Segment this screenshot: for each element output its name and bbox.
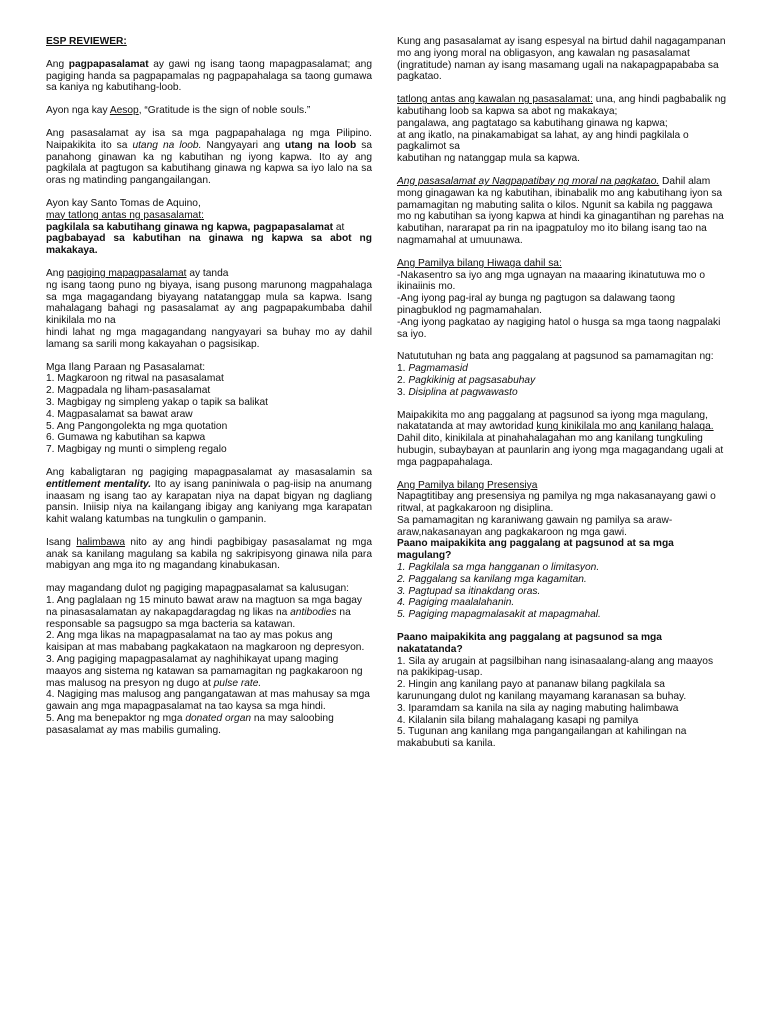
- health-benefits-list: [46, 583, 372, 736]
- text: Maipakikita mo ang paggalang at pagsunod sa iyong mga magulang, nakatatanda at may awtoridad: [397, 409, 708, 433]
- text: Isang: [46, 536, 77, 548]
- text: Dahil alam mong ginagawan ka ng kabutihan, ibinabalik mo ang kabutihang iyon sa pamamagitan ng mabuting salita o kilos. Ngunit sa kabila ng paggawa mo ng kabutihan sa iyong kapwa at hindi ka ginagantihan ng parehas na kabutihan, nararapat pa rin na ipagpatuloy mo ito bilang isang tao na nagmamahal at umuunawa.: [397, 175, 724, 246]
- text: at: [333, 221, 345, 233]
- text: pangalawa, ang pagtatago sa kabutihang ginawa ng kapwa;: [397, 117, 668, 129]
- term-utang-na-loob-bold: utang na loob: [285, 139, 357, 151]
- text: ng isang taong puno ng biyaya, isang pusong marunong magpahalaga sa mga magagandang biyayang natatanggap mula sa kapwa. Isang mahalagang bahagi ng pasasalamat ay ang pagpapakumbaba dahil kinikilala mo na: [46, 279, 372, 327]
- text: ay gawi ng isang taong mapagpasalamat; ang pagiging handa sa pagpapamalas ng pagpapahalaga sa taong gumawa sa kaniya ng kabutihang-loob.: [46, 58, 372, 94]
- awtoridad-paragraph: [397, 410, 727, 469]
- term-halimbawa: halimbawa: [76, 536, 126, 548]
- list-item: 3. Iparamdam sa kanila na sila ay naging mabuting halimbawa: [397, 702, 679, 714]
- text: Pagmamasid: [408, 363, 468, 375]
- text: Ang kabaligtaran ng pagiging mapagpasalamat ay masasalamin sa: [46, 466, 372, 478]
- list-item: 2. Pagkikinig at pagsasabuhay: [397, 374, 536, 386]
- text: , “Gratitude is the sign of noble souls.”: [138, 105, 311, 117]
- entitlement-paragraph: [46, 467, 372, 526]
- presensiya-heading: Ang Pamilya bilang Presensiya: [397, 479, 538, 491]
- list-item: 2. Hingin ang kanilang payo at pananaw bilang pagkilala sa karunungang dulot ng kanilang mayamang karanasan sa buhay.: [397, 679, 687, 703]
- term-pulse-rate: pulse rate.: [213, 677, 262, 689]
- aesop-name: Aesop: [109, 105, 139, 117]
- aquinas-section: [46, 198, 372, 257]
- pasasalamat-definition: [46, 59, 372, 94]
- text: ay tanda: [186, 267, 229, 279]
- nakatatanda-question: Paano maipakikita ang paggalang at pagsunod sa mga nakatatanda?: [397, 632, 662, 655]
- list-item: [46, 654, 372, 689]
- list-item: -Nakasentro sa iyo ang mga ugnayan na maaaring ikinatutuwa mo o ikinaiinis mo.: [397, 269, 706, 293]
- aquinas-level-1-2: [46, 222, 372, 234]
- aquinas-levels-heading: may tatlong antas ng pasasalamat:: [46, 209, 205, 221]
- text: 1. Ang paglalaan ng 15 minuto bawat araw na magtuon sa mga bagay na pinasasalamatan ay nakapagdaragdag ng likas na: [46, 595, 363, 618]
- utang-na-loob-paragraph: [46, 128, 372, 187]
- ways-heading: Mga Ilang Paraan ng Pasasalamat:: [46, 361, 206, 373]
- ways-list: [46, 362, 372, 456]
- text: Dahil dito, kinikilala at pinahahalagahan mo ang kanilang tungkuling hubugin, subaybayan at paunlarin ang iyong mga magagandang ugali at mga pagpapahalaga.: [397, 433, 724, 468]
- kinikilala-phrase: kung kinikilala mo ang kanilang halaga.: [536, 421, 714, 433]
- term-antibodies: antibodies: [290, 606, 337, 618]
- list-item: 2. Magpadala ng liham-pasasalamat: [46, 385, 211, 397]
- list-item: 2. Ang mga likas na mapagpasalamat na tao ay mas pokus ang kaisipan at mas mababang pagkakataon na magkaroon ng depresyon.: [46, 630, 365, 654]
- hiwaga-heading: Ang Pamilya bilang Hiwaga dahil sa:: [397, 257, 562, 269]
- benefits-heading: may magandang dulot ng pagiging mapagpasalamat sa kalusugan:: [46, 583, 350, 595]
- text: Pagkikinig at pagsasabuhay: [408, 374, 536, 386]
- text: 5. Ang ma benepaktor ng mga: [46, 713, 186, 725]
- list-item: 7. Magbigay ng munti o simpleng regalo: [46, 444, 227, 456]
- magulang-question: Paano maipakikita ang paggalang at pagsunod at sa mga magulang?: [397, 538, 674, 562]
- nakatatanda-section: [397, 632, 727, 750]
- term-donated-organ: donated organ: [185, 713, 252, 725]
- kawalan-heading: tatlong antas ang kawalan ng pasasalamat:: [397, 94, 593, 106]
- term-utang-na-loob-italic: utang na loob.: [132, 139, 202, 151]
- kawalan-levels: [397, 94, 727, 165]
- list-item: 4. Magpasalamat sa bawat araw: [46, 408, 193, 420]
- list-item: -Ang iyong pagkatao ay nagiging hatol o husga sa mga taong nagpalaki sa iyo.: [397, 316, 721, 340]
- moral-paragraph: [397, 176, 727, 247]
- list-item: 1. Pagkilala sa mga hangganan o limitasyon.: [397, 562, 600, 574]
- paggalang-intro: Natututuhan ng bata ang paggalang at pagsunod sa pamamagitan ng:: [397, 351, 714, 363]
- text: Ang pasasalamat ay isa sa mga pagpapahalaga ng mga Pilipino. Naipakikita ito sa: [46, 127, 372, 151]
- list-item: [46, 713, 372, 737]
- list-item: 3. Magbigay ng simpleng yakap o tapik sa balikat: [46, 396, 268, 408]
- list-item: 4. Nagiging mas malusog ang pangangatawan at mas mahusay sa mga gawain ang mga mapagpasalamat na tao kaysa sa mga hindi.: [46, 689, 370, 713]
- text: at ang ikatlo, na pinakamabigat sa lahat, ay ang hindi pagkilala o pagkalimot sa: [397, 129, 689, 153]
- right-column: [397, 36, 727, 750]
- text: una, ang hindi pagbabalik ng kabutihang loob sa kapwa sa abot ng makakaya;: [397, 94, 727, 117]
- term-pagpapasalamat: pagpapasalamat: [68, 58, 149, 70]
- list-item: 3. Disiplina at pagwawasto: [397, 386, 518, 398]
- text: na responsable sa pagsugpo sa mga bacteria sa katawan.: [46, 606, 351, 630]
- term-mapagpasalamat: pagiging mapagpasalamat: [66, 267, 187, 279]
- list-item: 5. Pagiging mapagmalasakit at mapagmahal.: [397, 609, 601, 621]
- aquinas-intro: Ayon kay Santo Tomas de Aquino,: [46, 197, 201, 209]
- list-item: 1. Sila ay arugain at pagsilbihan nang isinasaalang-alang ang maayos na pakikipag-usap.: [397, 655, 714, 679]
- list-item: 4. Pagiging maalalahanin.: [397, 597, 515, 609]
- pamilya-hiwaga: [397, 258, 727, 341]
- list-item: 1. Pagmamasid: [397, 363, 468, 375]
- text: nito ay ang hindi pagbibigay pasasalamat ng mga anak sa kanilang magulang sa kabila ng sakripisyong ginawa nila para mabigyan ang mga ito ng magandang kinabukasan.: [46, 536, 372, 572]
- text: sa panahong ginawan ka ng kabutihan ng iyong kapwa. Ito ay ang pagkilala at pagtugon sa kabutihang ginawa ng kapwa sa iyo lalo na sa oras ng matinding pangangailangan.: [46, 139, 373, 187]
- halimbawa-paragraph: [46, 537, 372, 572]
- paggalang-ways: [397, 351, 727, 398]
- text: Ito ay isang paniniwala o pag-iisip na anumang inaasam ng isang tao ay karapatan niya na dapat bigyan ng dagliang pansin. Iniisip niya na kailangang ibigay ang kaniyang mga karapatan kahit walang katumbas na tungkulin o gampanin.: [46, 478, 372, 526]
- term-entitlement-mentality: entitlement mentality.: [46, 478, 152, 490]
- text: Sa pamamagitan ng karaniwang gawain ng pamilya sa araw-araw,nakasanayan ang pagkakaroon ng mga gawi.: [397, 514, 673, 538]
- aquinas-level-3: pagbabayad sa kabutihan na ginawa ng kapwa sa abot ng makakaya.: [46, 233, 372, 257]
- list-item: -Ang iyong pag-iral ay bunga ng pagtugon sa dalawang taong pinagbuklod ng pagmamahalan.: [397, 293, 676, 316]
- text: Disiplina at pagwawasto: [408, 386, 518, 398]
- pamilya-presensiya: [397, 480, 727, 622]
- left-column: [46, 36, 372, 737]
- mapagpasalamat-paragraph: [46, 268, 372, 351]
- text: Ang: [46, 267, 67, 279]
- text: 3. Ang pagiging mapagpasalamat ay naghihikayat upang maging maayos ang sistema ng katawan sa pamamagitan ng pagkakaroon ng mas malusog na presyon ng dugo at: [46, 654, 363, 689]
- text: Napagtitibay ang presensiya ng pamilya ng mga nakasanayang gawi o ritwal, at pagkakaroon ng disiplina.: [397, 491, 716, 515]
- moral-heading: Ang pasasalamat ay Nagpapatibay ng moral na pagkatao.: [397, 175, 660, 187]
- text: kabutihan ng natanggap mula sa kapwa.: [397, 153, 580, 165]
- text: na may saloobing pasasalamat ay mas mabilis gumaling.: [46, 713, 334, 736]
- aesop-quote: [46, 105, 372, 117]
- text: hindi lahat ng mga magagandang nangyayari sa buhay mo ay dahil lamang sa sarili mong kakayahan o pagsisikap.: [46, 326, 372, 350]
- list-item: 5. Ang Pangongolekta ng mga quotation: [46, 420, 228, 432]
- text: Ayon nga kay: [46, 105, 110, 117]
- ingratitude-paragraph: Kung ang pasasalamat ay isang espesyal na birtud dahil nagagampanan mo ang iyong moral na obligasyon, ang kawalan ng pasasalamat (ingratitude) naman ay isang masamang ugali na nakapagpapababa sa pagkatao.: [397, 36, 726, 83]
- text: Ang: [46, 58, 69, 70]
- list-item: 3. Pagtupad sa itinakdang oras.: [397, 585, 541, 597]
- list-item: [46, 595, 372, 630]
- list-item: 2. Paggalang sa kanilang mga kagamitan.: [397, 573, 587, 585]
- list-item: 6. Gumawa ng kabutihan sa kapwa: [46, 432, 206, 444]
- text: pagkilala sa kabutihang ginawa ng kapwa, pagpapasalamat: [46, 221, 334, 233]
- list-item: 1. Magkaroon ng ritwal na pasasalamat: [46, 373, 224, 385]
- page-title: ESP REVIEWER:: [46, 36, 127, 47]
- list-item: 4. Kilalanin sila bilang mahalagang kasapi ng pamilya: [397, 714, 639, 726]
- text: Nangyayari ang: [201, 139, 286, 151]
- list-item: 5. Tugunan ang kanilang mga pangangailangan at kahilingan na makabubuti sa kanila.: [397, 726, 687, 750]
